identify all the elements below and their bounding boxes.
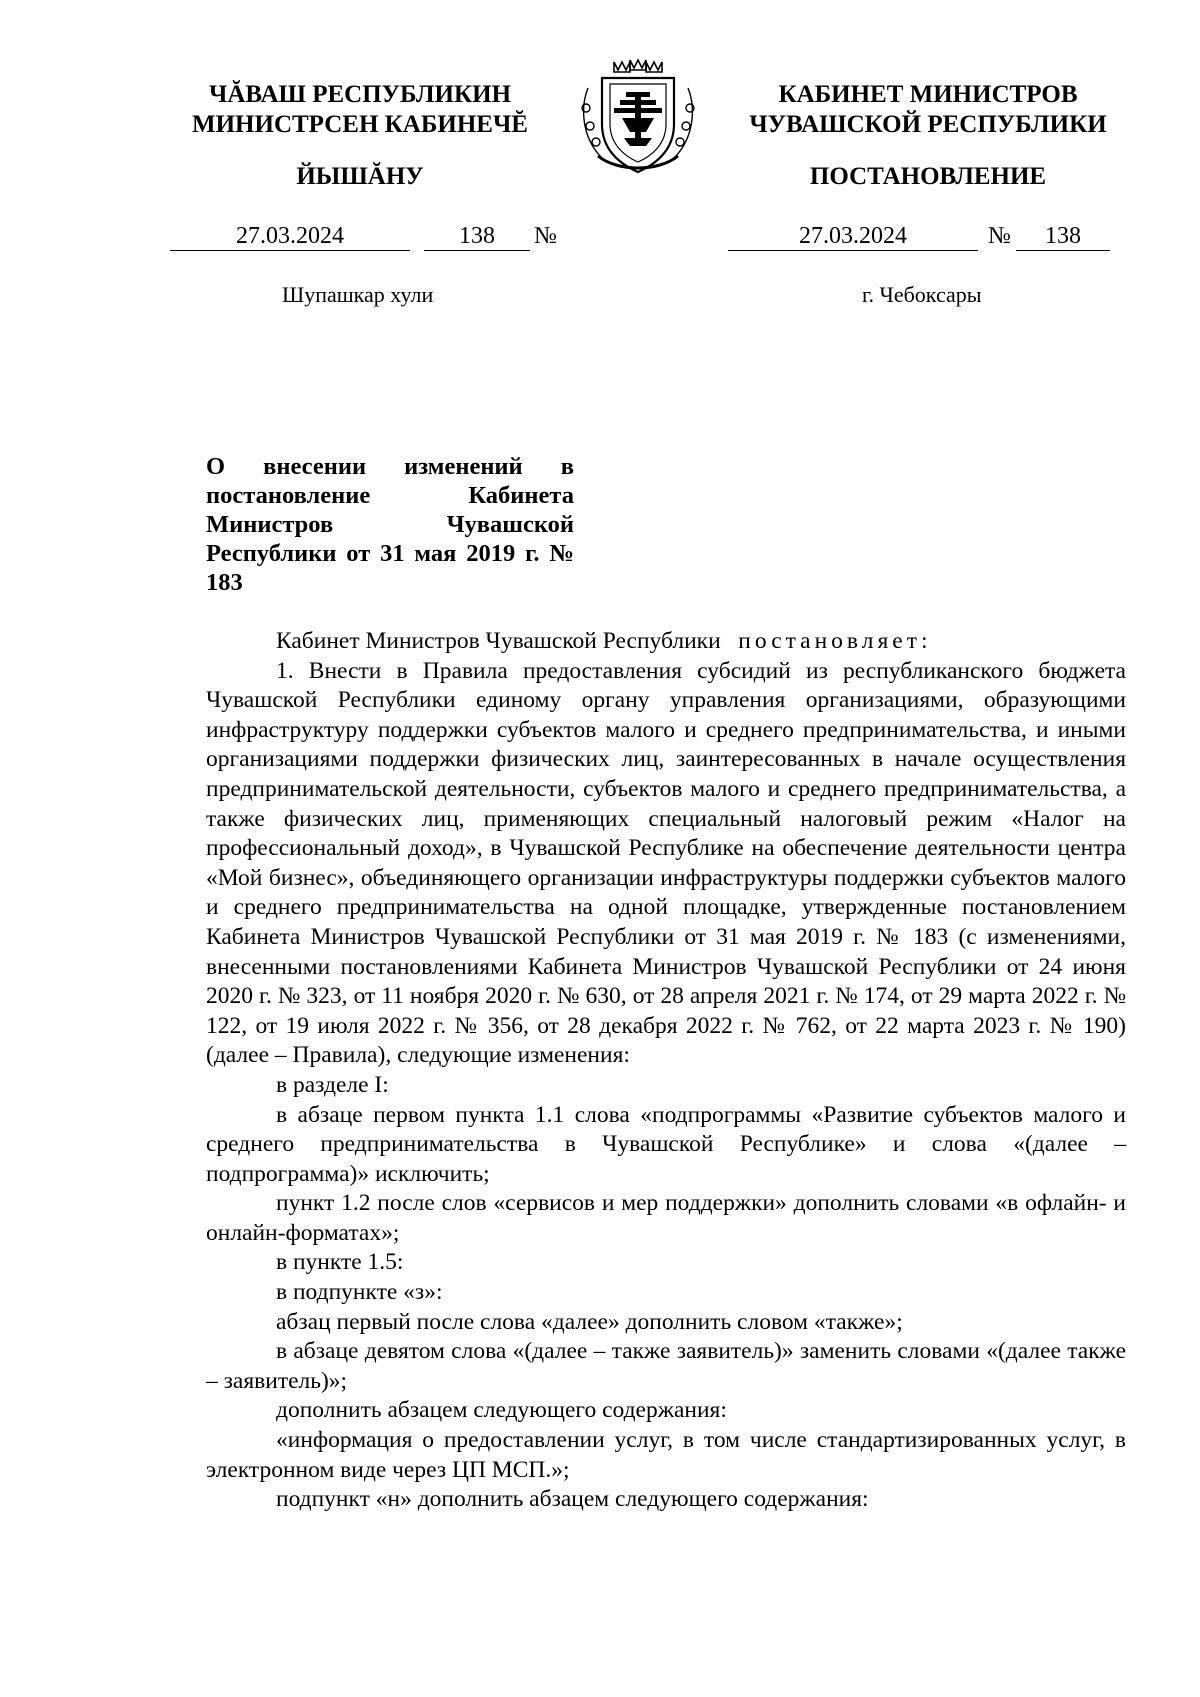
intro-paragraph [206,627,1126,657]
number-right: 138 [1016,222,1110,251]
number-sign-left: № [534,223,557,249]
place-right: г. Чебоксары [862,282,982,307]
body-paragraph: в разделе I: [276,1071,389,1098]
date-right: 27.03.2024 [728,222,978,251]
body-paragraph: пункт 1.2 после слов «сервисов и мер поддержки» дополнить словами «в офлайн- и онлайн-форматах»; [206,1190,1126,1246]
header-right-line2: ЧУВАШСКОЙ РЕСПУБЛИКИ [749,111,1107,138]
body-paragraph: в пункте 1.5: [276,1249,404,1276]
body-paragraph: дополнить абзацем следующего содержания: [276,1397,727,1424]
body-paragraph: в подпункте «з»: [276,1279,443,1306]
body-paragraph: подпункт «н» дополнить абзацем следующего содержания: [276,1486,869,1513]
body-paragraph: абзац первый после слова «далее» дополнить словом «также»; [276,1308,903,1335]
document-body [206,627,1126,1515]
header-left-line1: ЧĂВАШ РЕСПУБЛИКИН [208,81,512,108]
document-title: О внесении изменений в постановление Кабинета Министров Чувашской Республики от 31 мая 2019 г. № 183 [206,453,574,596]
header-left-line2: МИНИСТРСЕН КАБИНЕЧĔ [192,111,528,138]
number-left: 138 [424,222,530,251]
doctype-left: ЙЫШĂНУ [296,163,424,190]
body-paragraph: в абзаце девятом слова «(далее – также заявитель)» заменить словами «(далее также – заявитель)»; [206,1338,1126,1394]
header-left [170,80,550,140]
date-left: 27.03.2024 [170,222,410,251]
doctype-right: ПОСТАНОВЛЕНИЕ [809,163,1047,190]
body-paragraph: в абзаце первом пункта 1.1 слова «подпрограммы «Развитие субъектов малого и среднего предпринимательства в Чувашской Республике» и слова «(далее – подпрограмма)» исключить; [206,1101,1126,1187]
number-sign-right: № [988,223,1011,249]
chuvash-coat-of-arms-icon [568,58,708,178]
header-right-line1: КАБИНЕТ МИНИСТРОВ [778,81,1078,108]
header-right [728,80,1128,140]
body-paragraph: «информация о предоставлении услуг, в том числе стандартизированных услуг, в электронном виде через ЦП МСП.»; [206,1427,1126,1483]
intro-verb: постановляет: [738,628,932,654]
intro-text: Кабинет Министров Чувашской Республики [276,628,721,654]
place-left: Шупашкар хули [282,282,434,307]
body-paragraph: 1. Внести в Правила предоставления субсидий из республиканского бюджета Чувашской Республики единому органу управления организациями, образующими инфраструктуру поддержки субъектов малого и среднего предпринимательства, и иными организациями поддержки физических лиц, заинтересованных в начале осуществления предпринимательской деятельности, субъектов малого и среднего предпринимательства, а также физических лиц, применяющих специальный налоговый режим «Налог на профессиональный доход», в Чувашской Республике на обеспечение деятельности центра «Мой бизнес», объединяющего организации инфраструктуры поддержки субъектов малого и среднего предпринимательства на одной площадке, утвержденные постановлением Кабинета Министров Чувашской Республики от 31 мая 2019 г. № 183 (с изменениями, внесенными постановлениями Кабинета Министров Чувашской Республики от 24 июня 2020 г. № 323, от 11 ноября 2020 г. № 630, от 28 апреля 2021 г. № 174, от 29 марта 2022 г. № 122, от 19 июля 2022 г. № 356, от 28 декабря 2022 г. № 762, от 22 марта 2023 г. № 190) (далее – Правила), следующие изменения: [206,657,1126,1069]
